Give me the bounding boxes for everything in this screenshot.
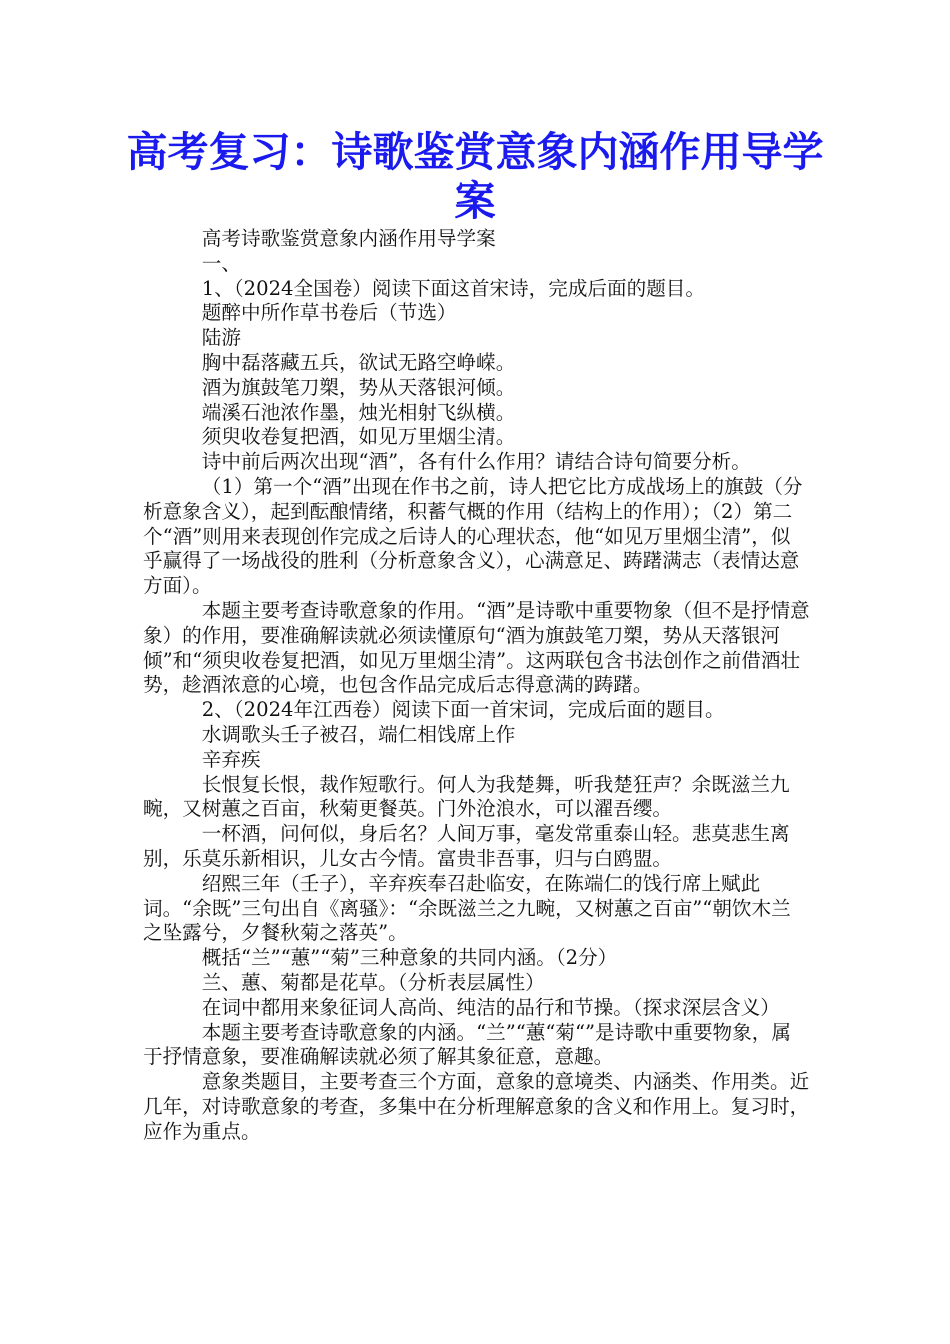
section-number: 一、 bbox=[201, 251, 241, 275]
question-2-answer: 兰、蕙、菊都是花草。（分析表层属性） bbox=[201, 970, 545, 994]
poem-1-line: 胸中磊落藏五兵，欲试无路空峥嵘。 bbox=[201, 350, 516, 374]
poem-2-note: 绍熙三年（壬子），辛弃疾奉召赴临安，在陈端仁的饯行席上赋此词。“余既”三句出自《离骚》：“余既滋兰之九畹，又树蕙之百亩”“朝饮木兰之坠露兮，夕餐秋菊之落英”。 bbox=[143, 871, 791, 945]
question-2-prompt: 概括“兰”“蕙”“菊”三种意象的共同内涵。（2分） bbox=[201, 946, 618, 970]
question-1-analysis: 本题主要考查诗歌意象的作用。“酒”是诗歌中重要物象（但不是抒情意象）的作用，要准确解读就必须读懂原句“酒为旗鼓笔刀槊，势从天落银河倾”和“须臾收卷复把酒，如见万里烟尘清”。这两联包含书法创作之前借酒壮势，趁酒浓意的心境，也包含作品完成后志得意满的踌躇。 bbox=[143, 598, 810, 697]
summary-paragraph: 意象类题目，主要考查三个方面，意象的意境类、内涵类、作用类。近几年，对诗歌意象的考查，多集中在分析理解意象的含义和作用上。复习时，应作为重点。 bbox=[143, 1070, 810, 1143]
poem-2-author: 辛弃疾 bbox=[201, 747, 261, 771]
document-body bbox=[143, 227, 810, 1144]
question-2-heading: 2、（2024年江西卷）阅读下面一首宋词，完成后面的题目。 bbox=[201, 698, 725, 722]
question-1-prompt: 诗中前后两次出现“酒”，各有什么作用？请结合诗句简要分析。 bbox=[201, 450, 751, 474]
poem-2-title: 水调歌头壬子被召，端仁相饯席上作 bbox=[201, 722, 516, 746]
subtitle-paragraph: 高考诗歌鉴赏意象内涵作用导学案 bbox=[201, 227, 496, 250]
question-2-analysis: 本题主要考查诗歌意象的内涵。“兰”“蕙“菊“”是诗歌中重要物象，属于抒情意象，要准确解读就必须了解其象征意，意趣。 bbox=[143, 1020, 791, 1069]
poem-2-stanza: 一杯酒，问何似，身后名？人间万事，毫发常重泰山轻。悲莫悲生离别，乐莫乐新相识，儿女古今情。富贵非吾事，归与白鸥盟。 bbox=[143, 822, 790, 870]
poem-1-line: 酒为旗鼓笔刀槊，势从天落银河倾。 bbox=[201, 375, 516, 399]
poem-1-line: 端溪石池浓作墨，烛光相射飞纵横。 bbox=[201, 400, 516, 424]
poem-2-stanza: 长恨复长恨，裁作短歌行。何人为我楚舞，听我楚狂声？余既滋兰九畹，又树蕙之百亩，秋菊更餐英。门外沧浪水，可以濯吾缨。 bbox=[143, 772, 790, 821]
poem-1-line: 须臾收卷复把酒，如见万里烟尘清。 bbox=[201, 425, 516, 449]
question-1-answer: （1）第一个“酒”出现在作书之前，诗人把它比方成战场上的旗鼓（分析意象含义），起到酝酿情绪，积蓄气概的作用（结构上的作用）；（2）第二个“酒”则用来表现创作完成之后诗人的心理状态，他“如见万里烟尘清”，似乎赢得了一场战役的胜利（分析意象含义），心满意足、踌躇满志（表情达意方面）。 bbox=[143, 474, 803, 598]
question-2-answer: 在词中都用来象征词人高尚、纯洁的品行和节操。（探求深层含义） bbox=[201, 995, 780, 1019]
poem-1-author: 陆游 bbox=[201, 326, 241, 350]
question-1-heading: 1、（2024全国卷）阅读下面这首宋诗，完成后面的题目。 bbox=[201, 276, 705, 300]
poem-1-title: 题醉中所作草书卷后（节选） bbox=[201, 301, 457, 325]
document-title: 高考复习：诗歌鉴赏意象内涵作用导学案 bbox=[126, 128, 824, 225]
